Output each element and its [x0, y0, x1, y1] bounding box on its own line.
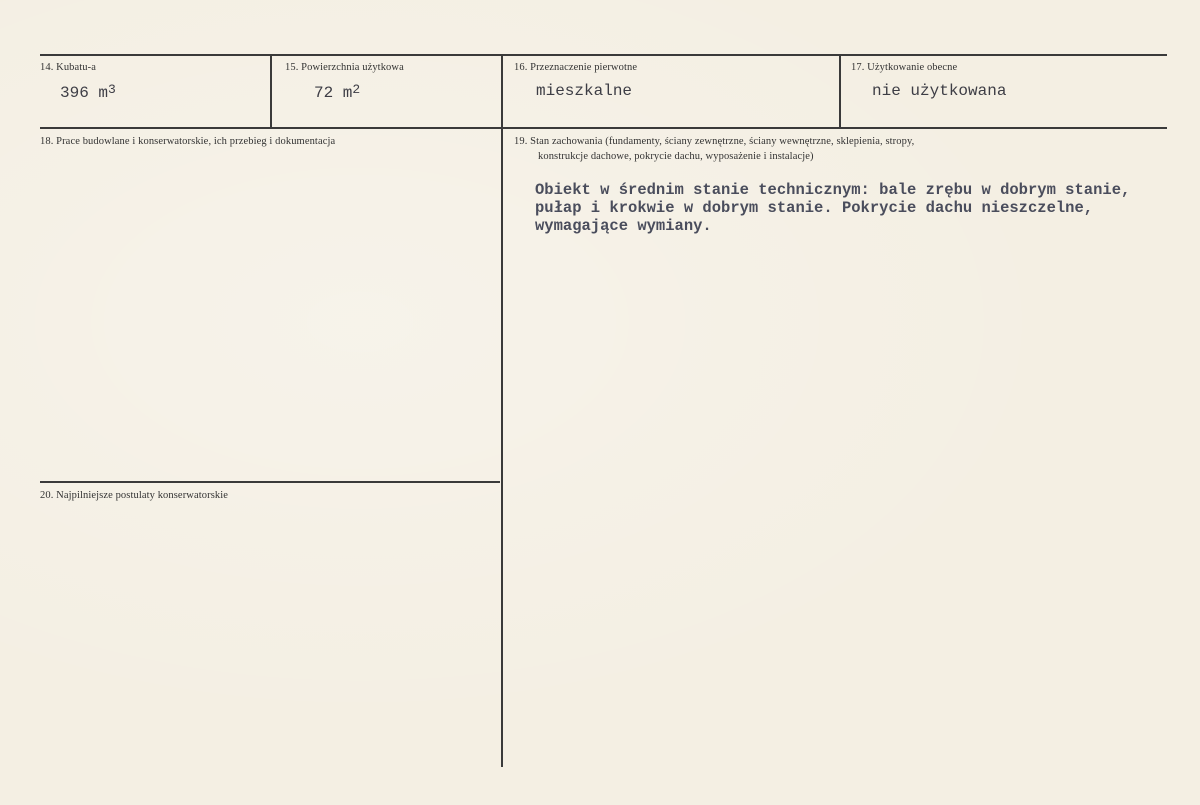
field-14-value-text: 396 m [60, 84, 109, 102]
field-14-exponent: 3 [108, 82, 116, 97]
col-divider-16-17 [839, 55, 841, 128]
field-15-label: 15. Powierzchnia użytkowa [285, 62, 404, 73]
field-19-text-line: Obiekt w średnim stanie technicznym: bale zrębu w dobrym stanie, [535, 181, 1131, 199]
field-16-value: mieszkalne [536, 82, 633, 100]
col-divider-14-15 [270, 55, 272, 128]
field-15-value-text: 72 m [314, 84, 353, 102]
field-17-label: 17. Użytkowanie obecne [851, 62, 958, 73]
field-14-value [60, 84, 116, 102]
field-19-text-line: wymagające wymiany. [535, 217, 712, 235]
field-15-exponent: 2 [352, 82, 361, 97]
field-19-label-line1: 19. Stan zachowania (fundamenty, ściany zewnętrzne, ściany wewnętrzne, sklepienia, stropy, [514, 136, 915, 147]
field-18-label: 18. Prace budowlane i konserwatorskie, ich przebieg i dokumentacja [40, 136, 336, 147]
section-20-rule [40, 481, 500, 483]
field-19-text [535, 181, 1130, 235]
row-divider-rule [40, 127, 1167, 129]
field-15-value [314, 84, 360, 102]
field-20-label: 20. Najpilniejsze postulaty konserwatorskie [40, 490, 229, 501]
col-divider-main [501, 55, 503, 767]
field-19-label-line2: konstrukcje dachowe, pokrycie dachu, wyposażenie i instalacje) [538, 151, 814, 162]
field-16-label: 16. Przeznaczenie pierwotne [514, 62, 638, 73]
field-19-text-line: pułap i krokwie w dobrym stanie. Pokrycie dachu nieszczelne, [535, 199, 1094, 217]
field-17-value: nie użytkowana [872, 82, 1007, 100]
field-14-label: 14. Kubatu‐a [40, 62, 97, 73]
top-rule [40, 54, 1167, 56]
